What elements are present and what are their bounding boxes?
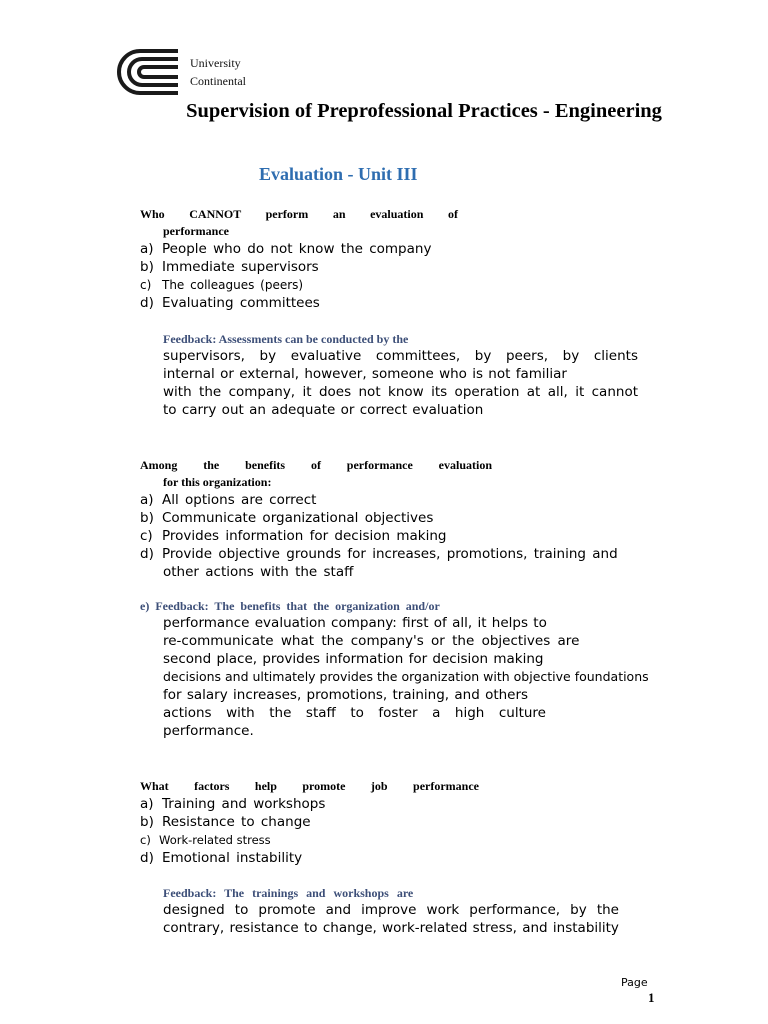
feedback-line: performance evaluation company: first of all, it helps to (163, 615, 547, 631)
option-b[interactable]: b) Immediate supervisors (140, 259, 319, 275)
option-a[interactable]: a) People who do not know the company (140, 241, 432, 257)
university-logo-icon (116, 48, 182, 96)
option-c[interactable]: c) Work-related stress (140, 833, 271, 847)
feedback-heading: Feedback: The trainings and workshops are (163, 886, 414, 900)
feedback-line: re-communicate what the company's or the objectives are (163, 633, 580, 649)
question-text: What factors help promote job performance (140, 779, 479, 793)
feedback-line: actions with the staff to foster a high culture (163, 705, 546, 721)
question-1 (140, 206, 660, 312)
document-title: Supervision of Preprofessional Practices - Engineering (186, 100, 662, 122)
feedback-heading: Feedback: Assessments can be conducted by the (163, 332, 409, 346)
option-a[interactable]: a) Training and workshops (140, 796, 326, 812)
feedback-line: decisions and ultimately provides the organization with objective foundations (163, 669, 649, 684)
feedback-line: designed to promote and improve work performance, by the (163, 902, 619, 918)
option-b[interactable]: b) Communicate organizational objectives (140, 510, 434, 526)
feedback-heading: e) Feedback: The benefits that the organization and/or (140, 599, 440, 613)
question-text-cont: for this organization: (163, 475, 272, 489)
option-d-continuation: other actions with the staff (163, 564, 354, 580)
feedback-line: contrary, resistance to change, work-related stress, and instability (163, 920, 619, 936)
page-number: 1 (648, 990, 655, 1005)
feedback-line: performance. (163, 723, 254, 739)
page-label: Page (621, 976, 648, 989)
logo-line-1: University (190, 56, 241, 70)
question-text: Who CANNOT perform an evaluation of (140, 207, 458, 221)
logo-line-2: Continental (190, 74, 246, 88)
feedback-3 (163, 886, 638, 937)
option-a[interactable]: a) All options are correct (140, 492, 317, 508)
feedback-1 (163, 332, 638, 419)
feedback-line: for salary increases, promotions, training, and others (163, 687, 529, 703)
option-b[interactable]: b) Resistance to change (140, 814, 311, 830)
feedback-line: supervisors, by evaluative committees, by peers, by clients (163, 348, 638, 364)
option-c[interactable]: c) Provides information for decision making (140, 528, 447, 544)
question-text: Among the benefits of performance evaluation (140, 458, 492, 472)
option-d[interactable]: d) Evaluating committees (140, 295, 320, 311)
question-3 (140, 778, 660, 867)
question-text-cont: performance (163, 224, 229, 238)
option-c[interactable]: c) The colleagues (peers) (140, 278, 304, 292)
university-logo (116, 48, 286, 96)
option-d[interactable]: d) Provide objective grounds for increases, promotions, training and (140, 546, 618, 562)
option-d[interactable]: d) Emotional instability (140, 850, 303, 866)
question-2 (140, 457, 660, 581)
feedback-2 (140, 599, 680, 740)
feedback-line: with the company, it does not know its operation at all, it cannot (163, 384, 638, 400)
feedback-line: internal or external, however, someone who is not familiar (163, 366, 567, 382)
feedback-line: to carry out an adequate or correct evaluation (163, 402, 484, 418)
unit-title: Evaluation - Unit III (259, 164, 418, 184)
feedback-line: second place, provides information for decision making (163, 651, 544, 667)
